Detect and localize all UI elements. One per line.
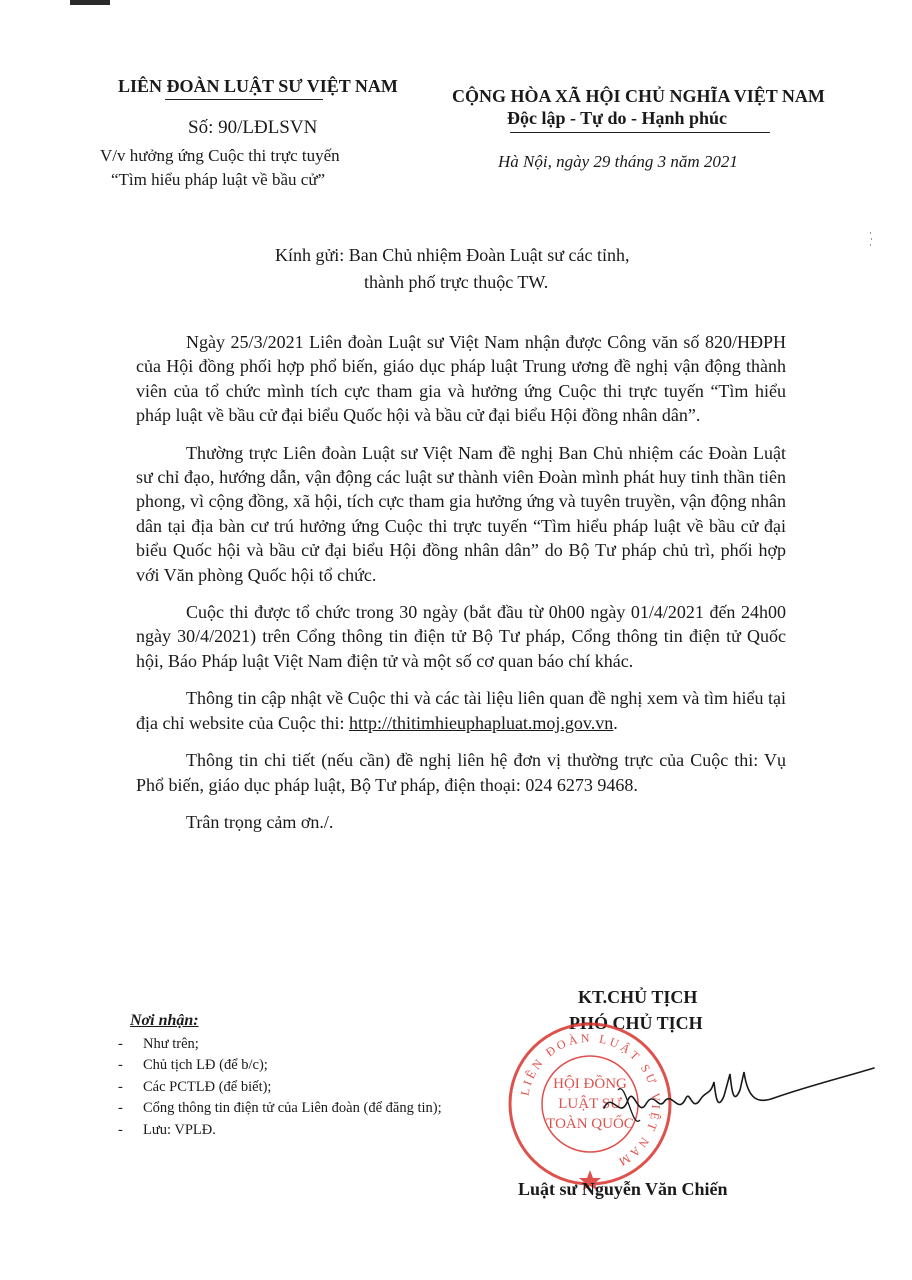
recipient-item: - Lưu: VPLĐ. [118,1120,478,1141]
scan-speck [870,232,872,248]
organization-underline [165,99,323,100]
closing-thanks: Trân trọng cảm ơn./. [186,811,334,832]
paragraph-4-end: . [613,712,618,733]
recipient-line-1: Kính gửi: Ban Chủ nhiệm Đoàn Luật sư các tỉnh, [275,245,630,265]
seal-line-3: TOÀN QUỐC [546,1116,634,1132]
signature-title-2: PHÓ CHỦ TỊCH [569,1013,703,1033]
subject-line-1: V/v hưởng ứng Cuộc thi trực tuyến [100,146,340,165]
subject-line-2: “Tìm hiểu pháp luật về bầu cử” [111,170,326,189]
recipient-item: - Các PCTLĐ (để biết); [118,1077,478,1098]
recipient-line-2: thành phố trực thuộc TW. [364,272,549,292]
paragraph-3: Cuộc thi được tổ chức trong 30 ngày (bắt đầu từ 0h00 ngày 01/4/2021 đến 24h00 ngày 30/4/2021) trên Cổng thông tin điện tử Bộ Tư pháp, Cổng thông tin điện tử Quốc hội, Báo Pháp luật Việt Nam điện tử và một số cơ quan báo chí khác. [136,602,786,671]
paragraph-4 [136,686,786,735]
handwritten-signature [598,1060,878,1140]
recipients-title: Nơi nhận: [130,1012,199,1029]
recipient-item: - Như trên; [118,1034,478,1055]
seal-line-1: HỘI ĐỒNG [553,1076,627,1092]
paragraph-4-text: Thông tin cập nhật về Cuộc thi và các tài liệu liên quan đề nghị xem và tìm hiểu tại địa chỉ website của Cuộc thi: [136,688,786,733]
letter-body [136,330,786,847]
paragraph-2: Thường trực Liên đoàn Luật sư Việt Nam đề nghị Ban Chủ nhiệm các Đoàn Luật sư chỉ đạo, hướng dẫn, vận động các luật sư thành viên Đoàn mình phát huy tinh thần tiên phong, vì cộng đồng, xã hội, tích cực tham gia hưởng ứng và tuyên truyền, vận động nhân dân tại địa bàn cư trú hưởng ứng Cuộc thi trực tuyến “Tìm hiểu pháp luật về bầu cử đại biểu Quốc hội và bầu cử đại biểu Hội đồng nhân dân” do Bộ Tư pháp chủ trì, phối hợp với Văn phòng Quốc hội tổ chức. [136,442,786,585]
scan-edge-mark [70,0,110,5]
recipient-item: - Cổng thông tin điện tử của Liên đoàn (để đăng tin); [118,1098,478,1119]
paragraph-1: Ngày 25/3/2021 Liên đoàn Luật sư Việt Nam nhận được Công văn số 820/HĐPH của Hội đồng phối hợp phổ biến, giáo dục pháp luật Trung ương đề nghị vận động thành viên của tổ chức mình tích cực tham gia và hưởng ứng Cuộc thi trực tuyến “Tìm hiểu pháp luật về bầu cử đại biểu Quốc hội và bầu cử đại biểu Hội đồng nhân dân”. [136,332,786,426]
signature-title-1: KT.CHỦ TỊCH [578,987,698,1007]
organization-name: LIÊN ĐOÀN LUẬT SƯ VIỆT NAM [118,76,398,96]
document-number: Số: 90/LĐLSVN [188,117,318,138]
signer-name: Luật sư Nguyễn Văn Chiến [518,1179,728,1199]
recipient-item: - Chủ tịch LĐ (để b/c); [118,1055,478,1076]
contest-website-link[interactable]: http://thitimhieuphapluat.moj.gov.vn [348,712,614,733]
motto-underline [510,132,770,133]
seal-line-2: LUẬT SƯ [558,1096,622,1112]
recipients-list [118,1034,478,1141]
paragraph-5: Thông tin chi tiết (nếu cần) đề nghị liên hệ đơn vị thường trực của Cuộc thi: Vụ Phổ biến, giáo dục pháp luật, Bộ Tư pháp, điện thoại: 024 6273 9468. [136,750,786,795]
seal-ring-text: LIÊN ĐOÀN LUẬT SƯ VIỆT NAM [517,1030,664,1171]
document-date: Hà Nội, ngày 29 tháng 3 năm 2021 [498,152,738,171]
national-title: CỘNG HÒA XÃ HỘI CHỦ NGHĨA VIỆT NAM [452,86,825,106]
national-motto: Độc lập - Tự do - Hạnh phúc [507,108,728,128]
